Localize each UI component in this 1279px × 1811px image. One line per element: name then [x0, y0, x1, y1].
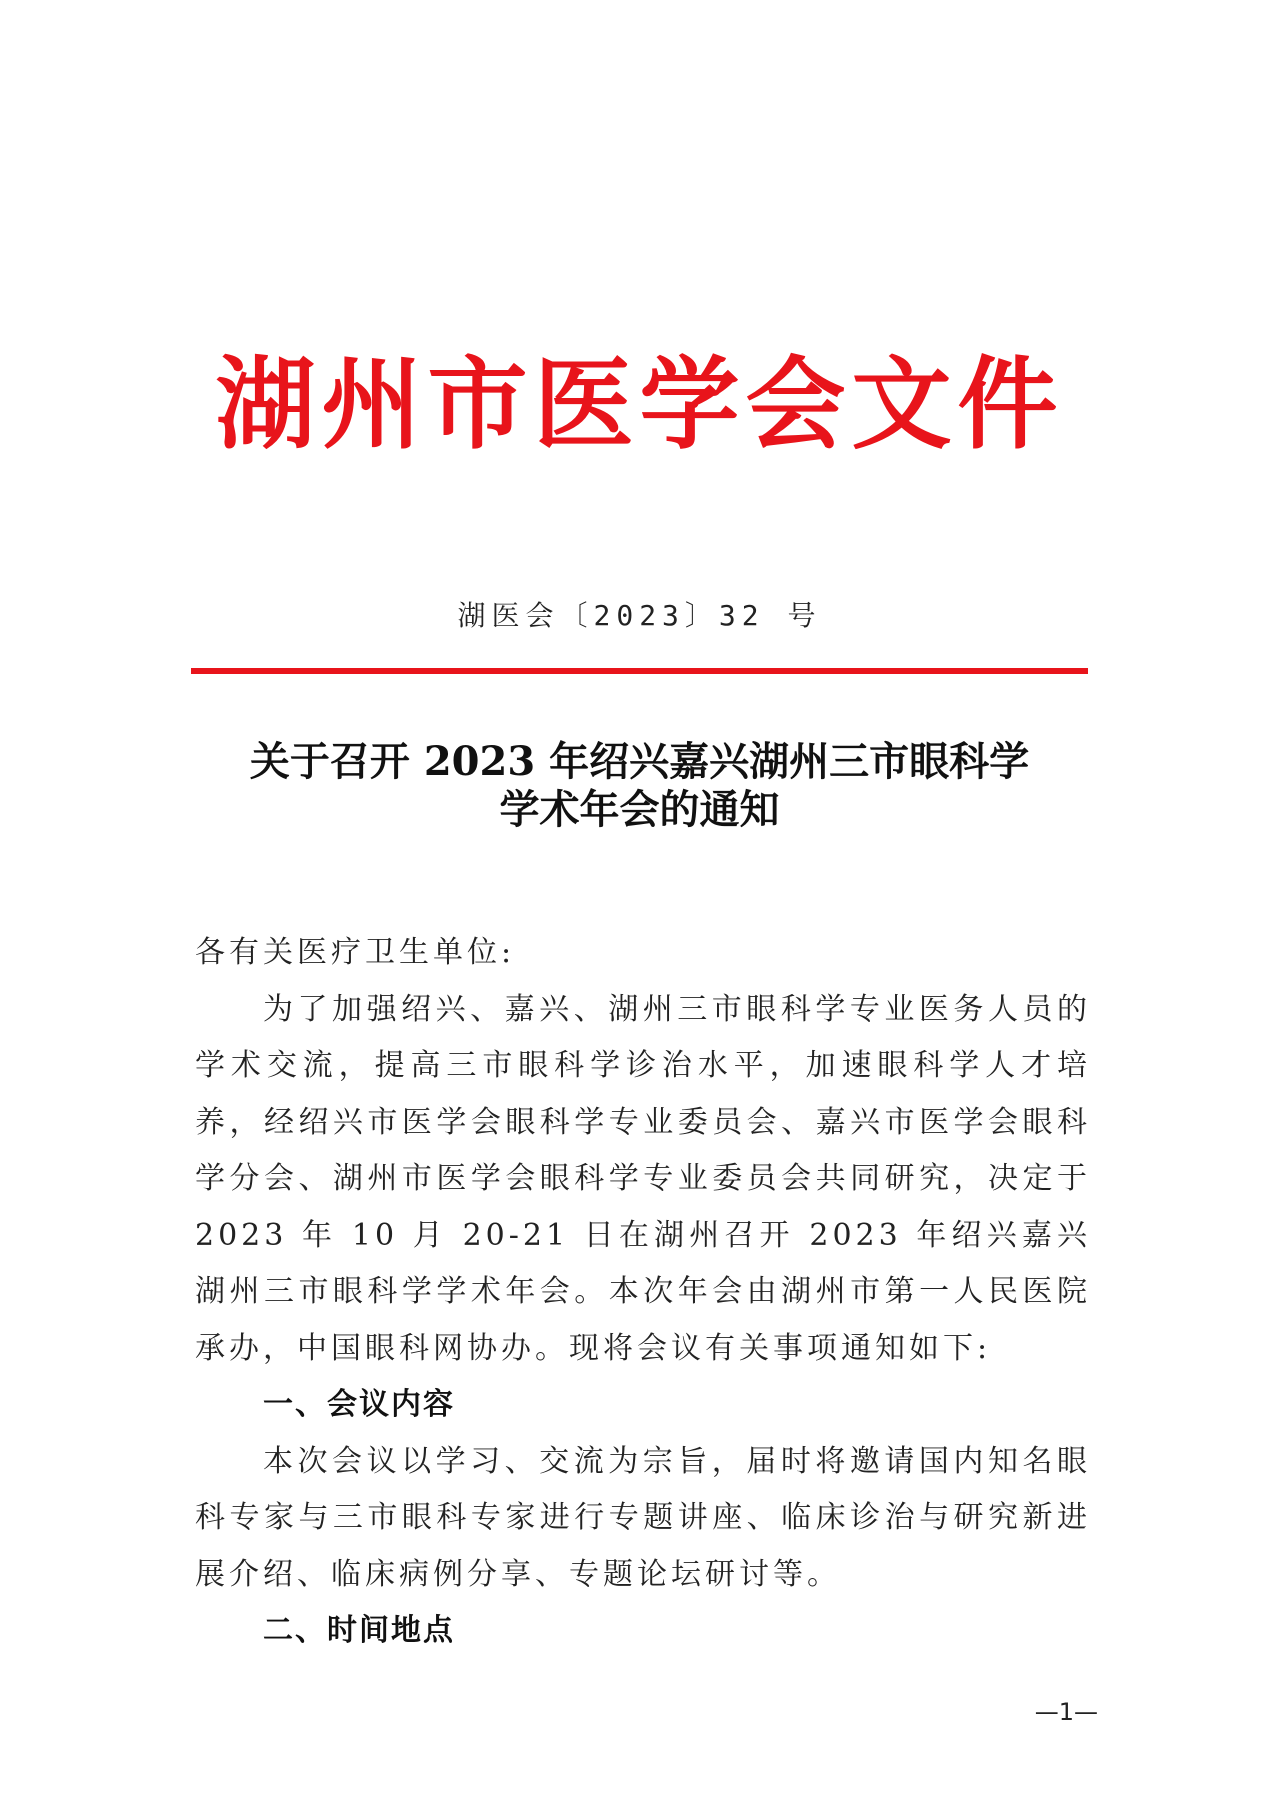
document-number: 湖医会〔2023〕32 号 [457, 599, 822, 632]
document-title-line-1: 关于召开 2023 年绍兴嘉兴湖州三市眼科学 [249, 738, 1030, 785]
document-body [195, 925, 1091, 1660]
org-header-title: 湖州市医学会文件 [215, 346, 1064, 463]
document-title [191, 738, 1088, 834]
document-title-line-2: 学术年会的通知 [499, 786, 780, 833]
section-1-heading: 一、会议内容 [263, 1387, 455, 1422]
section-1-paragraph: 本次会议以学习、交流为宗旨，届时将邀请国内知名眼科专家与三市眼科专家进行专题讲座、临床诊治与研究新进展介绍、临床病例分享、专题论坛研讨等。 [195, 1443, 1091, 1592]
intro-paragraph: 为了加强绍兴、嘉兴、湖州三市眼科学专业医务人员的学术交流，提高三市眼科学诊治水平，加速眼科学人才培养，经绍兴市医学会眼科学专业委员会、嘉兴市医学会眼科学分会、湖州市医学会眼科学专业委员会共同研究，决定于 2023 年 10 月 20-21 日在湖州召开 2023 年绍兴嘉兴湖州三市眼科学学术年会。本次年会由湖州市第一人民医院承办，中国眼科网协办。现将会议有关事项通知如下: [195, 991, 1091, 1366]
section-2-heading: 二、时间地点 [263, 1613, 455, 1648]
salutation: 各有关医疗卫生单位: [195, 935, 516, 970]
page-number: —1— [1034, 1698, 1098, 1726]
red-divider-line [191, 668, 1088, 674]
